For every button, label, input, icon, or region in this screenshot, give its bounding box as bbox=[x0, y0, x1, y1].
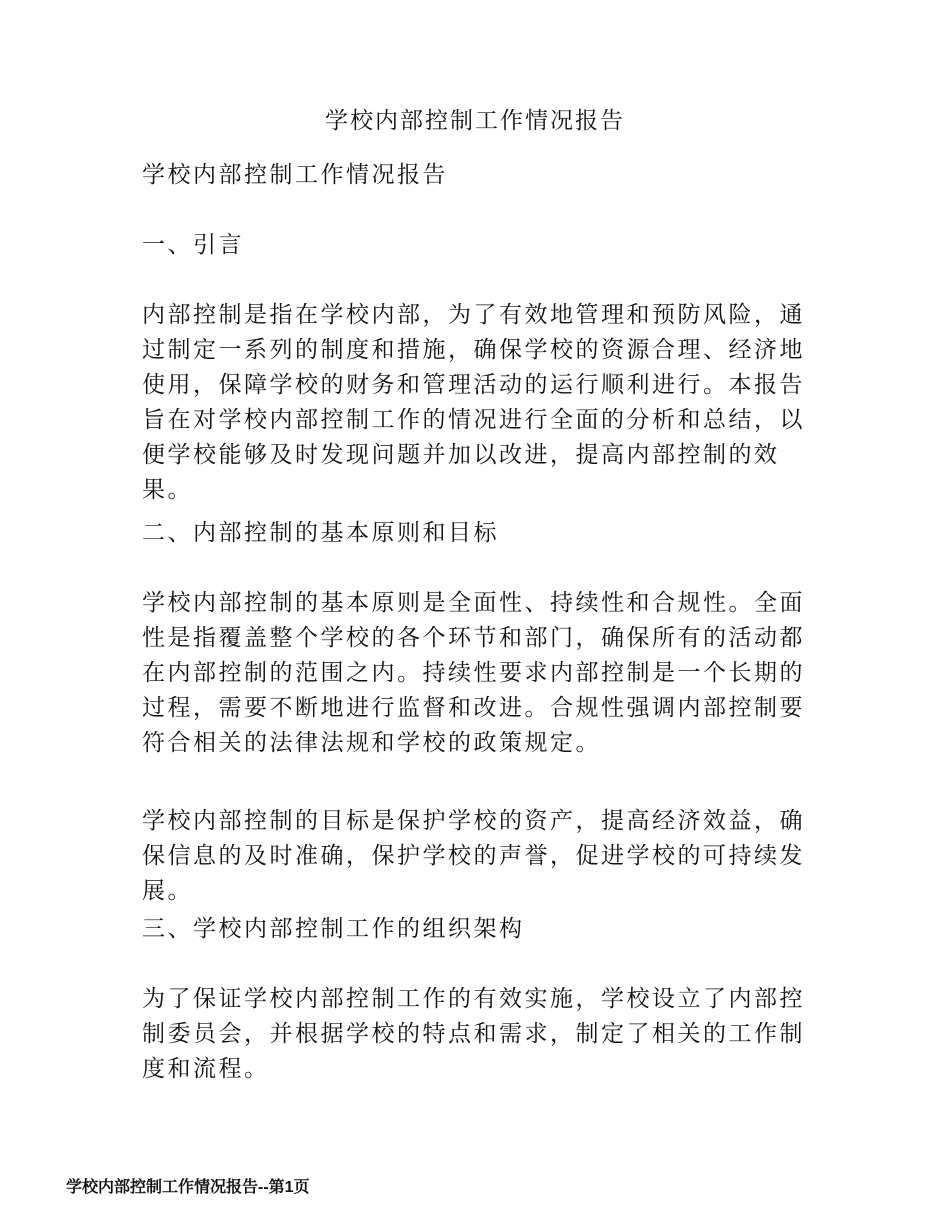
document-title: 学校内部控制工作情况报告 bbox=[325, 108, 625, 134]
paragraph-introduction: 内部控制是指在学校内部，为了有效地管理和预防风险，通过制定一系列的制度和措施，确保学校的资源合理、经济地使用，保障学校的财务和管理活动的运行顺利进行。本报告旨在对学校内部控制工作的情况进行全面的分析和总结，以便学校能够及时发现问题并加以改进，提高内部控制的效果。 bbox=[142, 302, 805, 503]
document-subtitle: 学校内部控制工作情况报告 bbox=[142, 162, 448, 188]
paragraph-organization: 为了保证学校内部控制工作的有效实施，学校设立了内部控制委员会，并根据学校的特点和需求，制定了相关的工作制度和流程。 bbox=[142, 986, 805, 1082]
paragraph-principles: 学校内部控制的基本原则是全面性、持续性和合规性。全面性是指覆盖整个学校的各个环节和部门，确保所有的活动都在内部控制的范围之内。持续性要求内部控制是一个长期的过程，需要不断地进行监督和改进。合规性强调内部控制要符合相关的法律法规和学校的政策规定。 bbox=[142, 590, 805, 756]
section-heading-organization: 三、学校内部控制工作的组织架构 bbox=[142, 916, 525, 942]
paragraph-objectives: 学校内部控制的目标是保护学校的资产，提高经济效益，确保信息的及时准确，保护学校的声誉，促进学校的可持续发展。 bbox=[142, 808, 805, 904]
section-heading-principles: 二、内部控制的基本原则和目标 bbox=[142, 520, 499, 546]
page-footer: 学校内部控制工作情况报告--第1页 bbox=[66, 1179, 310, 1196]
section-heading-introduction: 一、引言 bbox=[142, 232, 244, 258]
